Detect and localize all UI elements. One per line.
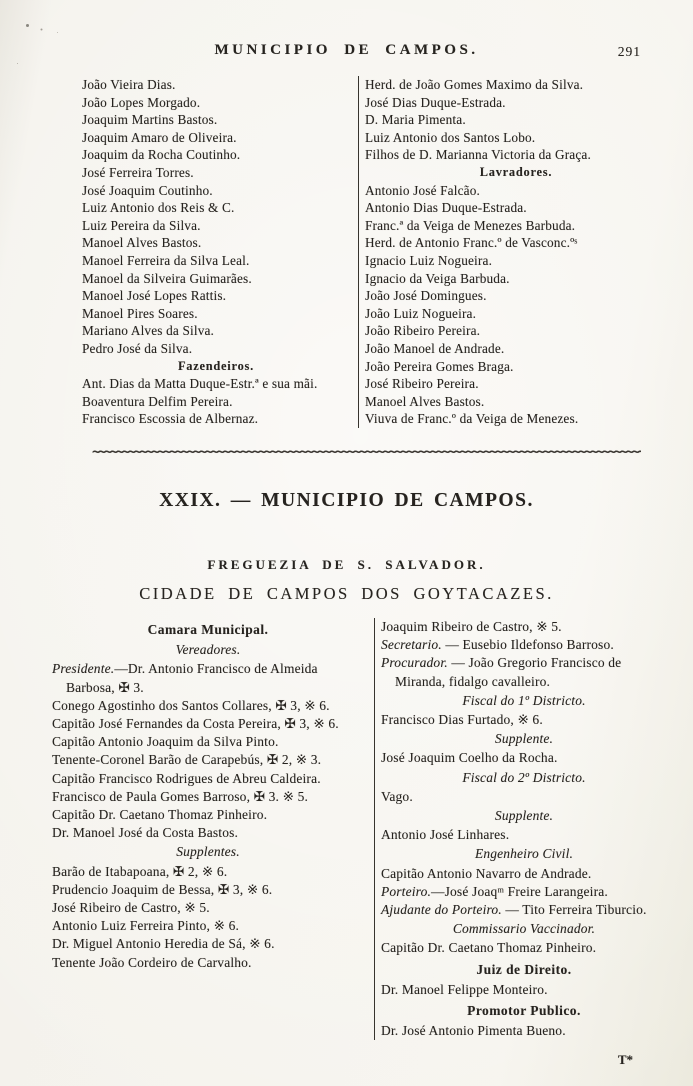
list-item: Antonio Luiz Ferreira Pinto, ※ 6. [52, 918, 240, 934]
list-item: Conego Agostinho dos Santos Collares, ✠ 3, ※ 6. [52, 697, 330, 713]
list-item: José Ribeiro Pereira. [365, 376, 479, 392]
list-item: Francisco Dias Furtado, ※ 6. [381, 712, 543, 728]
list-item: Antonio Dias Duque-Estrada. [365, 200, 527, 216]
list-item: Capitão Antonio Joaquim da Silva Pinto. [52, 734, 279, 750]
municipal-left-column [52, 618, 374, 1040]
list-item: Herd. de João Gomes Maximo da Silva. [365, 77, 584, 92]
list-item: Lavradores. [479, 164, 553, 179]
list-item: Tenente João Cordeiro de Carvalho. [52, 954, 252, 970]
list-item: Promotor Publico. [467, 1003, 581, 1019]
list-item: José Ribeiro de Castro, ※ 5. [52, 900, 210, 916]
list-item: João Ribeiro Pereira. [365, 323, 481, 339]
list-item: Antonio José Linhares. [381, 827, 510, 843]
list-item: Dr. Miguel Antonio Heredia de Sá, ※ 6. [52, 936, 275, 952]
list-item: Francisco de Paula Gomes Barroso, ✠ 3. ※ 5. [52, 788, 309, 804]
list-item: Capitão José Fernandes da Costa Pereira, ✠ 3, ※ 6. [52, 716, 339, 732]
list-item: Manoel da Silveira Guimarães. [82, 270, 252, 286]
parish-heading: FREGUEZIA DE S. SALVADOR. [207, 557, 486, 572]
list-item: Manoel Alves Bastos. [82, 235, 202, 251]
list-item: Engenheiro Civil. [474, 846, 574, 862]
entry-role-label: Procurador. [381, 655, 448, 671]
running-head-title: MUNICIPIO DE CAMPOS. [214, 42, 479, 58]
list-item: Tenente-Coronel Barão de Carapebús, ✠ 2, ※ 3. [52, 752, 322, 768]
list-item: Manoel Alves Bastos. [365, 393, 485, 409]
list-item: Fiscal do 2º Districto. [462, 769, 586, 785]
list-item: Dr. José Antonio Pimenta Bueno. [381, 1023, 566, 1039]
list-item: Capitão Francisco Rodrigues de Abreu Caldeira. [52, 770, 321, 786]
list-item: Dr. Manoel Felippe Monteiro. [381, 981, 548, 997]
list-item: Luiz Antonio dos Reis & C. [82, 200, 235, 216]
list-item: Presidente.—Dr. Antonio Francisco de Almeida Barbosa, ✠ 3. [52, 661, 318, 695]
list-item: Luiz Antonio dos Santos Lobo. [365, 129, 536, 145]
list-item: Porteiro.—José Joaqᵐ Freire Larangeira. [381, 883, 608, 899]
list-item: Fiscal do 1º Districto. [462, 692, 586, 708]
list-item: Joaquim Martins Bastos. [82, 112, 218, 128]
entry-role-label: Presidente. [52, 661, 115, 677]
wavy-section-divider [92, 446, 641, 459]
list-item: Commissario Vaccinador. [452, 921, 596, 937]
list-item: Franc.ª da Veiga de Menezes Barbuda. [365, 217, 576, 233]
list-item: João Pereira Gomes Braga. [365, 358, 514, 374]
list-item: Viuva de Franc.º da Veiga de Menezes. [365, 411, 579, 427]
list-item: Juiz de Direito. [476, 961, 572, 977]
directory-right-column [358, 76, 667, 428]
list-item: Procurador. — João Gregorio Francisco de Miranda, fidalgo cavalleiro. [381, 655, 622, 689]
printer-signature-mark: T* [617, 1052, 633, 1067]
list-item: Pedro José da Silva. [82, 340, 193, 356]
paper-smudge [26, 24, 29, 27]
list-item: José Joaquim Coelho da Rocha. [381, 750, 558, 766]
list-item: Manoel Pires Soares. [82, 305, 198, 321]
entry-role-label: Secretario. [381, 637, 442, 653]
entry-role-label: Porteiro. [381, 883, 432, 899]
list-item: Francisco Escossia de Albernaz. [82, 411, 259, 427]
list-item: João Luiz Nogueira. [365, 305, 477, 321]
list-item: José Ferreira Torres. [82, 164, 194, 180]
list-item: Joaquim da Rocha Coutinho. [82, 147, 241, 163]
list-item: Luiz Pereira da Silva. [82, 217, 201, 233]
list-item: Camara Municipal. [147, 622, 269, 637]
list-item: Ajudante do Porteiro. — Tito Ferreira Tiburcio. [381, 902, 647, 918]
list-item: Ignacio Luiz Nogueira. [365, 252, 493, 268]
list-item: José Dias Duque-Estrada. [365, 94, 506, 110]
list-item: Capitão Antonio Navarro de Andrade. [381, 865, 592, 881]
list-item: João José Domingues. [365, 288, 487, 304]
landowners-directory-section [82, 76, 667, 428]
list-item: Prudencio Joaquim de Bessa, ✠ 3, ※ 6. [52, 881, 273, 897]
list-item: Fazendeiros. [178, 358, 254, 373]
list-item: Supplente. [494, 731, 554, 747]
list-item: Capitão Dr. Caetano Thomaz Pinheiro. [52, 807, 268, 823]
list-item: Vago. [381, 788, 413, 804]
list-item: João Lopes Morgado. [82, 94, 201, 110]
list-item: Antonio José Falcão. [365, 182, 480, 198]
list-item: D. Maria Pimenta. [365, 112, 466, 128]
list-item: Boaventura Delfim Pereira. [82, 393, 233, 409]
list-item: Ignacio da Veiga Barbuda. [365, 270, 510, 286]
list-item: Filhos de D. Marianna Victoria da Graça. [365, 147, 591, 163]
list-item: Supplentes. [176, 844, 240, 860]
list-item: João Manoel de Andrade. [365, 340, 505, 356]
list-item: Dr. Manoel José da Costa Bastos. [52, 825, 239, 841]
list-item: João Vieira Dias. [82, 77, 176, 92]
entry-role-label: Ajudante do Porteiro. [381, 902, 502, 918]
directory-left-column [82, 76, 358, 428]
list-item: Barão de Itabapoana, ✠ 2, ※ 6. [52, 863, 228, 879]
list-item: Mariano Alves da Silva. [82, 323, 215, 339]
municipal-right-column [374, 618, 667, 1040]
page-number: 291 [617, 44, 641, 59]
list-item: Manoel José Lopes Rattis. [82, 288, 227, 304]
list-item: Secretario. — Eusebio Ildefonso Barroso. [381, 637, 614, 653]
list-item: Capitão Dr. Caetano Thomaz Pinheiro. [381, 940, 597, 956]
list-item: Supplente. [494, 808, 554, 824]
city-heading: CIDADE DE CAMPOS DOS GOYTACAZES. [139, 584, 554, 603]
section-title: XXIX. — MUNICIPIO DE CAMPOS. [159, 490, 534, 511]
municipal-officials-section [52, 618, 667, 1040]
list-item: Vereadores. [175, 642, 241, 658]
list-item: Herd. de Antonio Franc.º de Vasconc.ºˢ [365, 235, 578, 251]
list-item: José Joaquim Coutinho. [82, 182, 213, 198]
list-item: Manoel Ferreira da Silva Leal. [82, 252, 250, 268]
list-item: Joaquim Amaro de Oliveira. [82, 129, 237, 145]
list-item: Joaquim Ribeiro de Castro, ※ 5. [381, 619, 562, 634]
list-item: Ant. Dias da Matta Duque-Estr.ª e sua mãi. [82, 376, 318, 392]
